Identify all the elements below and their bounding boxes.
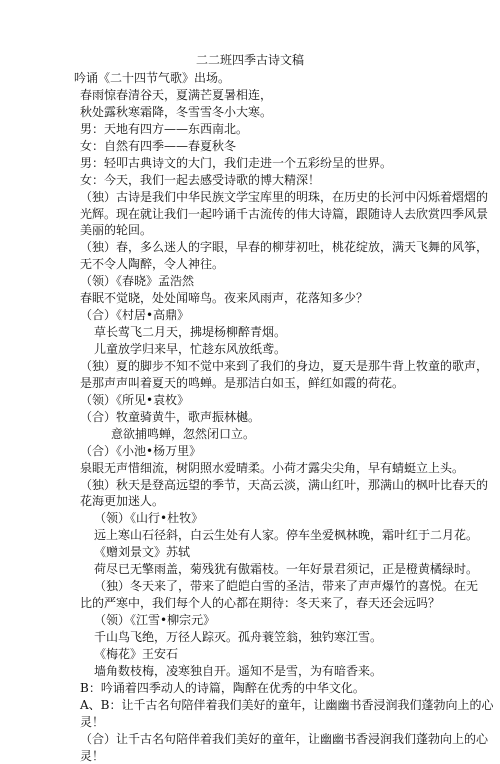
text-line: 是那声声叫着夏天的鸣蝉。是那洁白如玉，鲜红如霞的荷花。: [0, 375, 500, 392]
text-line: 光辉。现在就让我们一起吟诵千古流传的伟大诗篇，跟随诗人去欣赏四季风景: [0, 206, 500, 223]
text-line: 《赠刘景文》苏轼: [0, 544, 500, 561]
text-line: （合）《小池•杨万里》: [0, 443, 500, 460]
text-line: 无不令人陶醉，令人神往。: [0, 256, 500, 273]
text-line: 美丽的轮回。: [0, 222, 500, 239]
text-line: 春雨惊春清谷天，夏满芒夏暑相连，: [0, 87, 500, 104]
text-line: （独）春，多么迷人的字眼，早春的柳芽初吐，桃花绽放，满天飞舞的风筝，: [0, 239, 500, 256]
text-line: B：吟诵着四季动人的诗篇，陶醉在优秀的中华文化。: [0, 680, 500, 697]
text-line: （独）古诗是我们中华民族文学宝库里的明珠，在历史的长河中闪烁着熠熠的: [0, 189, 500, 206]
text-line: 千山鸟飞绝，万径人踪灭。孤舟蓑笠翁，独钓寒江雪。: [0, 629, 500, 646]
text-line: 灵！: [0, 748, 500, 764]
document-body: [0, 70, 500, 764]
text-line: 吟诵《二十四节气歌》出场。: [0, 70, 500, 87]
text-line: 灵！: [0, 714, 500, 731]
text-line: 草长莺飞二月天，拂堤杨柳醉青烟。: [0, 324, 500, 341]
text-line: 花海更加迷人。: [0, 493, 500, 510]
text-line: 女：今天，我们一起去感受诗歌的博大精深！: [0, 172, 500, 189]
text-line: 秋处露秋寒霜降，冬雪雪冬小大寒。: [0, 104, 500, 121]
text-line: 儿童放学归来早，忙趁东风放纸鸢。: [0, 341, 500, 358]
text-line: 比的严寒中，我们每个人的心都在期待：冬天来了，春天还会远吗？: [0, 595, 500, 612]
text-line: 荷尽已无擎雨盖，菊残犹有傲霜枝。一年好景君须记，正是橙黄橘绿时。: [0, 561, 500, 578]
text-line: （合）牧童骑黄牛，歌声振林樾。: [0, 409, 500, 426]
text-line: 墙角数枝梅，凌寒独自开。遥知不是雪，为有暗香来。: [0, 663, 500, 680]
text-line: 男：天地有四方——东西南北。: [0, 121, 500, 138]
text-line: （合）《村居•高鼎》: [0, 307, 500, 324]
text-line: （独）秋天是登高远望的季节，天高云淡，满山红叶，那满山的枫叶比春天的: [0, 477, 500, 494]
text-line: （独）夏的脚步不知不觉中来到了我们的身边，夏天是那牛背上牧童的歌声，: [0, 358, 500, 375]
text-line: 春眠不觉晓，处处闻啼鸟。夜来风雨声，花落知多少？: [0, 290, 500, 307]
text-line: 泉眼无声惜细流，树阴照水爱晴柔。小荷才露尖尖角，早有蜻蜓立上头。: [0, 460, 500, 477]
text-line: （领）《春晓》孟浩然: [0, 273, 500, 290]
text-line: （领）《江雪•柳宗元》: [0, 612, 500, 629]
text-line: 意欲捕鸣蝉，忽然闭口立。: [0, 426, 500, 443]
text-line: （合）让千古名句陪伴着我们美好的童年，让幽幽书香浸润我们蓬勃向上的心: [0, 731, 500, 748]
text-line: A、B：让千古名句陪伴着我们美好的童年，让幽幽书香浸润我们蓬勃向上的心: [0, 697, 500, 714]
text-line: （领）《所见•袁枚》: [0, 392, 500, 409]
text-line: 女：自然有四季——春夏秋冬: [0, 138, 500, 155]
text-line: 远上寒山石径斜，白云生处有人家。停车坐爱枫林晚，霜叶红于二月花。: [0, 527, 500, 544]
text-line: 男：轻叩古典诗文的大门，我们走进一个五彩纷呈的世界。: [0, 155, 500, 172]
text-line: （领）《山行•杜牧》: [0, 510, 500, 527]
text-line: 《梅花》王安石: [0, 646, 500, 663]
text-line: （独）冬天来了，带来了皑皑白雪的圣洁，带来了声声爆竹的喜悦。在无: [0, 578, 500, 595]
document-title: 二二班四季古诗文稿: [0, 52, 500, 68]
